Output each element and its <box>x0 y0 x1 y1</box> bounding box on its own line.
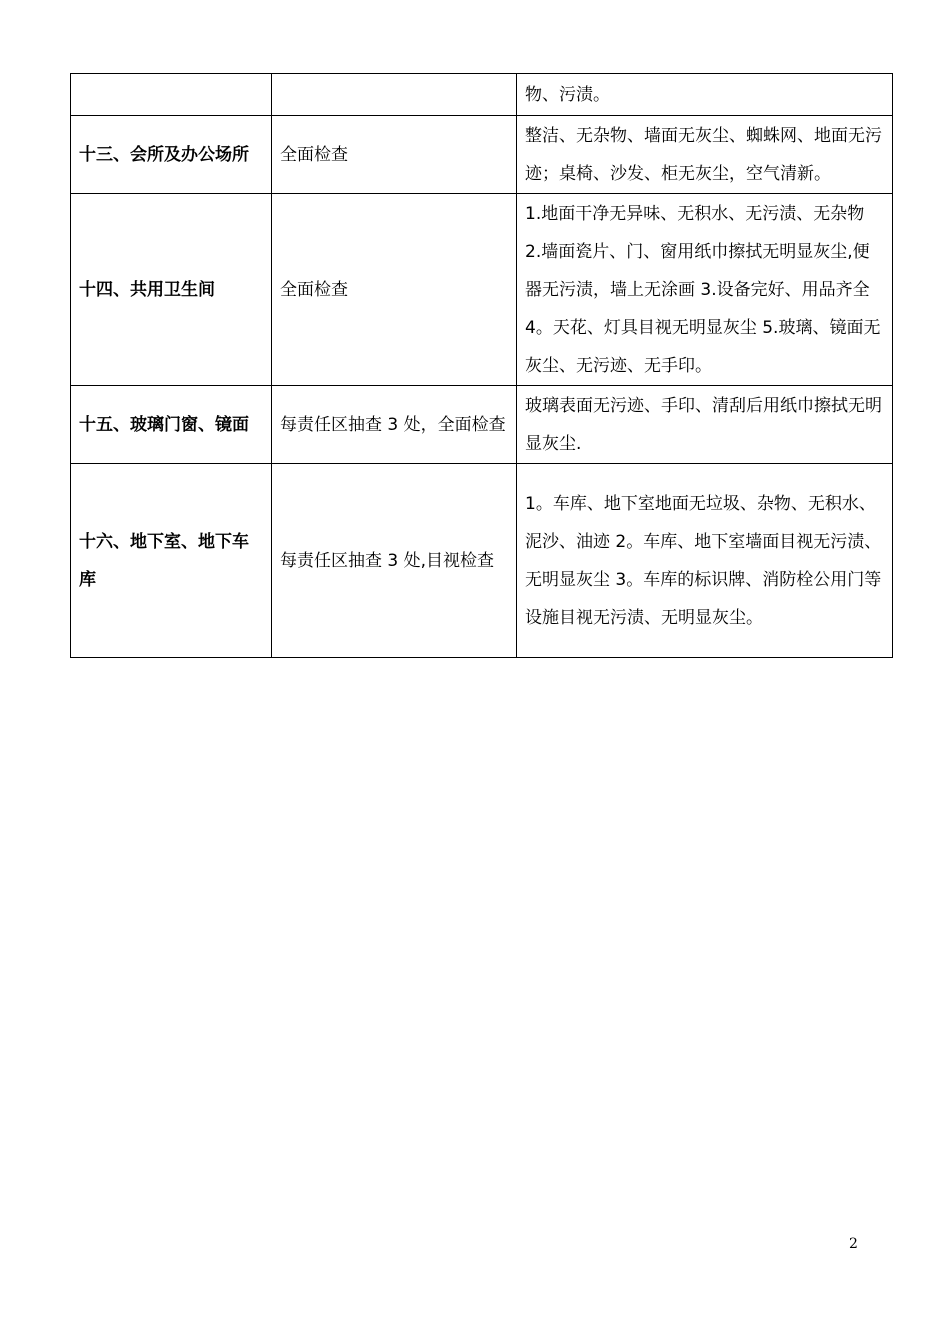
method-cell <box>272 74 517 116</box>
item-cell: 十四、共用卫生间 <box>71 194 272 386</box>
table-row <box>71 194 893 386</box>
standard-cell: 物、污渍。 <box>517 74 893 116</box>
item-cell: 十六、地下室、地下车库 <box>71 464 272 658</box>
table-row <box>71 464 893 658</box>
method-cell: 全面检查 <box>272 194 517 386</box>
standard-cell: 整洁、无杂物、墙面无灰尘、蜘蛛网、地面无污迹；桌椅、沙发、柜无灰尘，空气清新。 <box>517 116 893 194</box>
method-cell: 每责任区抽查 3 处，全面检查 <box>272 386 517 464</box>
item-cell <box>71 74 272 116</box>
item-cell: 十五、玻璃门窗、镜面 <box>71 386 272 464</box>
inspection-standards-table <box>70 73 893 658</box>
table-row <box>71 116 893 194</box>
method-cell: 全面检查 <box>272 116 517 194</box>
page-number: 2 <box>849 1236 858 1252</box>
standard-cell: 玻璃表面无污迹、手印、清刮后用纸巾擦拭无明显灰尘. <box>517 386 893 464</box>
table-row <box>71 386 893 464</box>
table-row <box>71 74 893 116</box>
standard-cell: 1.地面干净无异味、无积水、无污渍、无杂物 2.墙面瓷片、门、窗用纸巾擦拭无明显灰尘,便器无污渍，墙上无涂画 3.设备完好、用品齐全 4。天花、灯具目视无明显灰尘 5.玻璃、镜面无灰尘、无污迹、无手印。 <box>517 194 893 386</box>
method-cell: 每责任区抽查 3 处,目视检查 <box>272 464 517 658</box>
standard-cell: 1。车库、地下室地面无垃圾、杂物、无积水、泥沙、油迹 2。车库、地下室墙面目视无污渍、无明显灰尘 3。车库的标识牌、消防栓公用门等设施目视无污渍、无明显灰尘。 <box>517 464 893 658</box>
item-cell: 十三、会所及办公场所 <box>71 116 272 194</box>
